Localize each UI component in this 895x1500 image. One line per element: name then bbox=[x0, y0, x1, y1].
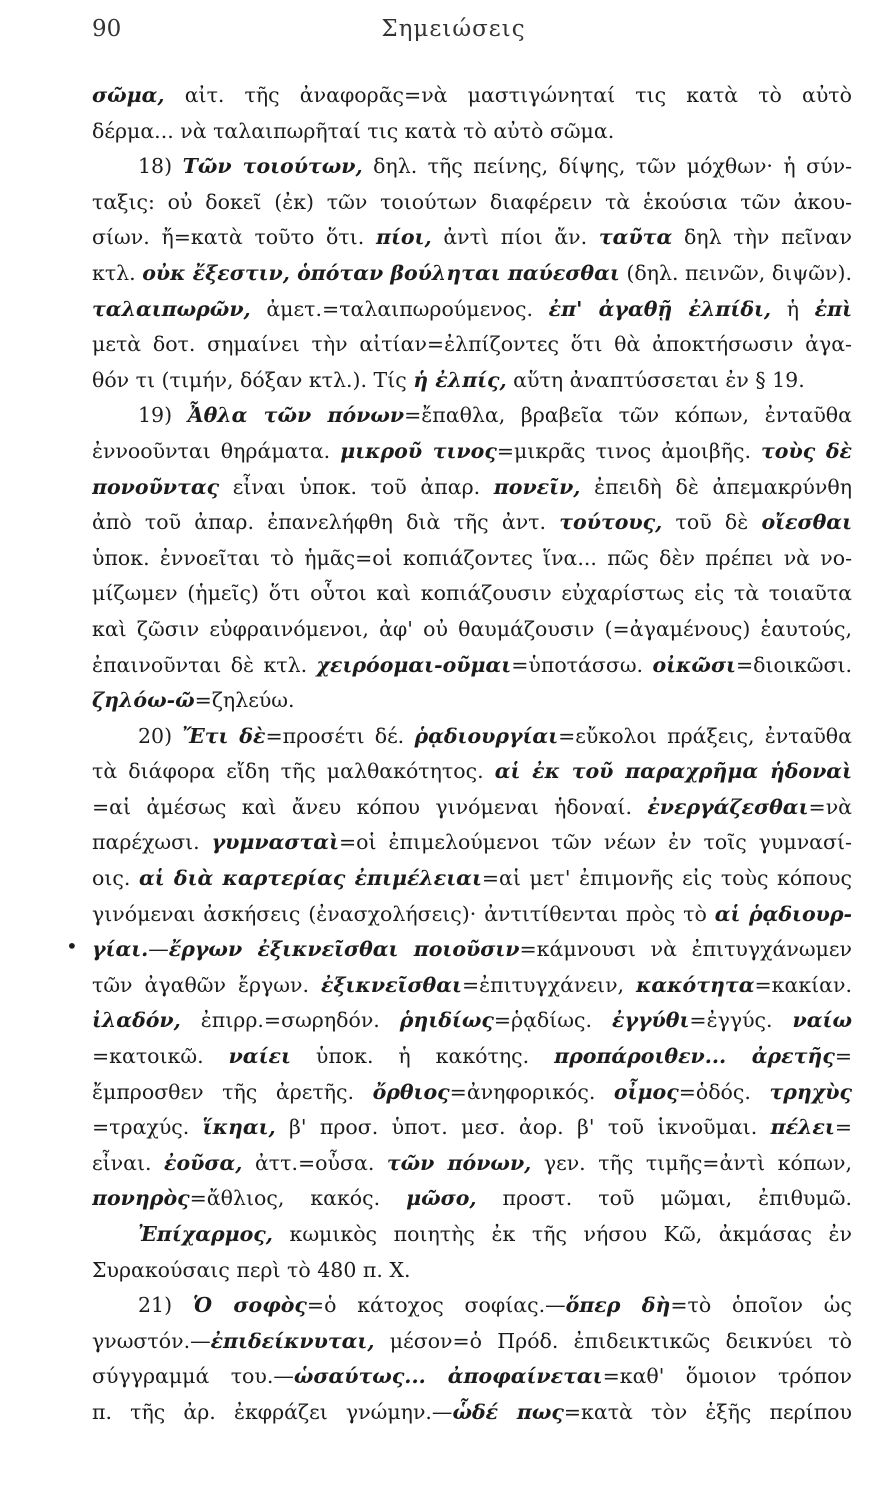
lemma-term: πονηρὸς bbox=[92, 1186, 190, 1211]
gloss-text: =κακίαν. bbox=[754, 972, 852, 997]
gloss-text: κτλ. bbox=[92, 260, 143, 285]
gloss-text: ὑποκ. ἐννοεῖται τὸ ἡμᾶς=οἱ κοπιάζοντες ἵνα... πῶς δὲν πρέπει νὰ νο- bbox=[92, 545, 852, 570]
gloss-text: παρέχωσι. bbox=[92, 830, 212, 855]
running-title: Σημειώσεις bbox=[381, 16, 526, 42]
lemma-term: τῶν πόνων, bbox=[386, 1150, 532, 1175]
lemma-term: ἵκηαι, bbox=[202, 1115, 276, 1140]
page-number: 90 bbox=[92, 16, 122, 42]
gloss-text: ἀμετ.=ταλαιπωρούμενος. bbox=[250, 296, 549, 321]
lemma-term: οἶμος bbox=[613, 1079, 679, 1104]
text-line bbox=[92, 1110, 852, 1146]
text-line bbox=[92, 719, 852, 755]
lemma-term: μῶσο, bbox=[406, 1186, 477, 1211]
lemma-term: γυμνασταὶ bbox=[211, 830, 339, 855]
lemma-term: ἰλαδόν, bbox=[92, 1008, 181, 1033]
text-line bbox=[92, 1075, 852, 1111]
text-line bbox=[92, 825, 852, 861]
gloss-text: ταξις: οὐ δοκεῖ (ἐκ) τῶν τοιούτων διαφέρειν τὰ ἑκούσια τῶν ἀκου- bbox=[92, 189, 852, 214]
gloss-text: ἐννοοῦνται θηράματα. bbox=[92, 438, 341, 463]
lemma-term: σῶμα, bbox=[92, 83, 165, 107]
gloss-text: — bbox=[148, 937, 169, 962]
gloss-text: =κάμνουσι νὰ ἐπιτυγχάνωμεν bbox=[519, 937, 852, 962]
lemma-term: ταῦτα bbox=[598, 225, 673, 250]
lemma-term: ἐπ' ἀγαθῇ ἐλπίδι, bbox=[548, 296, 772, 321]
lemma-term: χειρόομαι-οῦμαι bbox=[316, 652, 512, 677]
lemma-term: γίαι. bbox=[92, 937, 149, 962]
lemma-term: προπάροιθεν... ἀρετῆς bbox=[554, 1044, 835, 1069]
text-line bbox=[92, 1039, 852, 1075]
gloss-text: μίζωμεν (ἡμεῖς) ὅτι οὗτοι καὶ κοπιάζουσιν εὐχαρίστως εἰς τὰ τοιαῦτα bbox=[92, 581, 852, 606]
gloss-text: γεν. τῆς τιμῆς=ἀντὶ κόπων, bbox=[531, 1150, 852, 1175]
text-line bbox=[92, 1181, 852, 1217]
lemma-term: πονοῦντας bbox=[92, 474, 220, 499]
gloss-text: ἐπειδὴ δὲ ἀπεμακρύνθη bbox=[580, 474, 852, 499]
margin-dot: • bbox=[66, 934, 78, 958]
text-line bbox=[92, 256, 852, 292]
gloss-text: =ἄθλιος, κακός. bbox=[189, 1186, 407, 1211]
gloss-text: =εὔκολοι πράξεις, ἐνταῦθα bbox=[558, 723, 852, 748]
gloss-text: β' προσ. ὑποτ. μεσ. ἀορ. β' τοῦ ἱκνοῦμαι. bbox=[275, 1115, 771, 1140]
text-line bbox=[92, 470, 852, 506]
gloss-text: ἀντὶ πίοι ἄν. bbox=[431, 225, 599, 250]
text-line bbox=[92, 78, 852, 114]
gloss-text: =καθ' ὅμοιον τρόπον bbox=[602, 1364, 852, 1389]
text-line bbox=[92, 968, 852, 1004]
text-line bbox=[92, 932, 852, 968]
gloss-text: καὶ ζῶσιν εὐφραινόμενοι, ἀφ' οὐ θαυμάζουσιν (=ἀγαμένους) ἑαυτούς, bbox=[92, 616, 852, 641]
gloss-text: ἐπαινοῦνται δὲ κτλ. bbox=[92, 652, 317, 677]
lemma-term: Ἔτι δὲ bbox=[182, 723, 266, 748]
gloss-text: 21) bbox=[138, 1293, 193, 1318]
gloss-text: γνωστόν.— bbox=[92, 1328, 211, 1353]
lemma-term: τούτους, bbox=[559, 510, 663, 535]
gloss-text: τοῦ δὲ bbox=[662, 510, 762, 535]
lemma-term: ὧδέ πως bbox=[452, 1399, 564, 1424]
lemma-term: ῥᾳδιουργίαι bbox=[414, 723, 559, 748]
text-line bbox=[92, 292, 852, 328]
gloss-text: π. τῆς ἀρ. ἐκφράζει γνώμην.— bbox=[92, 1399, 453, 1424]
text-line bbox=[92, 612, 852, 648]
lemma-term: ὡσαύτως... ἀποφαίνεται bbox=[293, 1364, 603, 1389]
gloss-text: γινόμεναι ἀσκήσεις (ἐνασχολήσεις)· ἀντιτίθενται πρὸς τὸ bbox=[92, 901, 715, 926]
gloss-text: =αἱ μετ' ἐπιμονῆς εἰς τοὺς κόπους bbox=[481, 866, 852, 891]
gloss-text: σίων. ἤ=κατὰ τοῦτο ὅτι. bbox=[92, 225, 376, 250]
lemma-term: Ὁ σοφὸς bbox=[192, 1293, 307, 1318]
lemma-term: αἱ ἐκ τοῦ παραχρῆμα ἡδοναὶ bbox=[494, 759, 852, 784]
gloss-text: 18) bbox=[138, 154, 183, 179]
lemma-term: ὄρθιος bbox=[372, 1079, 450, 1104]
gloss-text: μετὰ δοτ. σημαίνει τὴν αἰτίαν=ἐλπίζοντες ὅτι θὰ ἀποκτήσωσιν ἀγα- bbox=[92, 332, 852, 357]
text-line bbox=[92, 790, 852, 826]
gloss-text: ἀττ.=οὖσα. bbox=[242, 1150, 387, 1175]
gloss-text: = bbox=[834, 1044, 852, 1069]
text-line bbox=[92, 398, 852, 434]
lemma-term: ταλαιπωρῶν, bbox=[92, 296, 251, 321]
lemma-term: πονεῖν, bbox=[493, 474, 581, 499]
gloss-text: θόν τι (τιμήν, δόξαν κτλ.). Τίς bbox=[92, 367, 414, 392]
lemma-term: Τῶν τοιούτων, bbox=[182, 154, 363, 179]
gloss-text: =ἀνηφορικός. bbox=[449, 1079, 614, 1104]
lemma-term: ναίει bbox=[228, 1044, 291, 1069]
text-line bbox=[92, 648, 852, 684]
text-line bbox=[92, 576, 852, 612]
text-line bbox=[92, 185, 852, 221]
lemma-term: αἱ ῥᾳδιουρ- bbox=[714, 901, 852, 926]
gloss-text: αἰτ. τῆς ἀναφορᾶς=νὰ μαστιγώνηταί τις κατὰ τὸ αὐτὸ bbox=[164, 83, 852, 107]
lemma-term: ἐοῦσα, bbox=[164, 1150, 243, 1175]
gloss-text: =νὰ bbox=[808, 794, 852, 819]
lemma-term: οἰκῶσι bbox=[652, 652, 736, 677]
gloss-text: =κατὰ τὸν ἑξῆς περίπου bbox=[563, 1399, 852, 1424]
text-line bbox=[92, 861, 852, 897]
lemma-term: οὐκ ἔξεστιν, ὁπόταν βούληται παύεσθαι bbox=[142, 260, 620, 285]
gloss-text: προστ. τοῦ μῶμαι, ἐπιθυμῶ. bbox=[476, 1186, 852, 1211]
gloss-text: =διοικῶσι. bbox=[735, 652, 852, 677]
lemma-term: ἐπὶ bbox=[814, 296, 852, 321]
lemma-term: αἱ διὰ καρτερίας ἐπιμέλειαι bbox=[138, 866, 482, 891]
gloss-text: μέσον=ὁ Πρόδ. ἐπιδεικτικῶς δεικνύει τὸ bbox=[374, 1328, 852, 1353]
gloss-text: εἶναι ὑποκ. τοῦ ἀπαρ. bbox=[219, 474, 494, 499]
text-line bbox=[92, 363, 852, 399]
text-line bbox=[92, 327, 852, 363]
lemma-term: Ἆθλα τῶν πόνων bbox=[187, 403, 405, 428]
gloss-text: =ἐπιτυγχάνειν, bbox=[461, 972, 637, 997]
text-line bbox=[92, 1359, 852, 1395]
text-line bbox=[92, 1003, 852, 1039]
text-line bbox=[92, 1324, 852, 1360]
text-line bbox=[92, 1395, 852, 1431]
text-line bbox=[92, 220, 852, 256]
text-line bbox=[92, 1146, 852, 1182]
text-line bbox=[92, 754, 852, 790]
gloss-text: δηλ. τῆς πείνης, δίψης, τῶν μόχθων· ἡ σύν- bbox=[362, 154, 852, 179]
text-line bbox=[92, 149, 852, 185]
page-header bbox=[92, 16, 815, 52]
lemma-term: πέλει bbox=[770, 1115, 835, 1140]
gloss-text: =ζηλεύω. bbox=[194, 688, 295, 713]
gloss-text: =προσέτι δέ. bbox=[265, 723, 415, 748]
gloss-text: =ὁδός. bbox=[678, 1079, 770, 1104]
lemma-term: ναίω bbox=[792, 1008, 852, 1033]
gloss-text: δέρμα... νὰ ταλαιπωρῆταί τις κατὰ τὸ αὐτὸ σῶμα. bbox=[92, 118, 615, 143]
lemma-term: μικροῦ τινος bbox=[340, 438, 497, 463]
gloss-text: ἐπιρρ.=σωρηδόν. bbox=[180, 1008, 400, 1033]
text-line bbox=[92, 505, 852, 541]
lemma-term: τρηχὺς bbox=[769, 1079, 852, 1104]
gloss-text: τὰ διάφορα εἴδη τῆς μαλθακότητος. bbox=[92, 759, 495, 784]
gloss-text: 19) bbox=[138, 403, 188, 428]
gloss-text: κωμικὸς ποιητὴς ἐκ τῆς νήσου Κῶ, ἀκμάσας ἐν bbox=[272, 1222, 852, 1246]
gloss-text: ἡ bbox=[771, 296, 815, 321]
text-line bbox=[92, 434, 852, 470]
lemma-term: τοὺς δὲ bbox=[761, 438, 852, 463]
text-line bbox=[92, 1217, 852, 1253]
lemma-term: ζηλόω-ῶ bbox=[92, 688, 195, 713]
lemma-term: ἔργων ἐξικνεῖσθαι ποιοῦσιν bbox=[168, 937, 520, 962]
gloss-text: ἔμπροσθεν τῆς ἀρετῆς. bbox=[92, 1079, 373, 1104]
lemma-term: ἐγγύθι bbox=[612, 1008, 690, 1033]
text-line bbox=[92, 897, 852, 933]
gloss-text: =ῥᾳδίως. bbox=[493, 1008, 613, 1033]
lemma-term: ῥηιδίως bbox=[399, 1008, 494, 1033]
gloss-text: =ὁ κάτοχος σοφίας.— bbox=[306, 1293, 566, 1318]
lemma-term: ἐνεργάζεσθαι bbox=[647, 794, 809, 819]
gloss-text: αὕτη ἀναπτύσσεται ἐν § 19. bbox=[506, 367, 805, 392]
lemma-term: ἡ ἐλπίς, bbox=[413, 367, 507, 392]
gloss-text: Συρακούσαις περὶ τὸ 480 π. Χ. bbox=[92, 1257, 411, 1282]
gloss-text: ἀπὸ τοῦ ἀπαρ. ἐπανελήφθη διὰ τῆς ἀντ. bbox=[92, 510, 560, 535]
gloss-text: =ὑποτάσσω. bbox=[511, 652, 653, 677]
gloss-text: οις. bbox=[92, 866, 139, 891]
notes-text bbox=[92, 78, 852, 1431]
gloss-text: ὑποκ. ἡ κακότης. bbox=[290, 1044, 555, 1069]
lemma-term: ὅπερ δὴ bbox=[565, 1293, 671, 1318]
lemma-term: ἐξικνεῖσθαι bbox=[320, 972, 462, 997]
gloss-text: =μικρᾶς τινος ἀμοιβῆς. bbox=[496, 438, 762, 463]
lemma-term: Ἐπίχαρμος, bbox=[138, 1222, 273, 1246]
gloss-text: =οἱ ἐπιμελούμενοι τῶν νέων ἐν τοῖς γυμνασί- bbox=[339, 830, 852, 855]
text-line bbox=[92, 541, 852, 577]
gloss-text: τῶν ἀγαθῶν ἔργων. bbox=[92, 972, 321, 997]
gloss-text: =τραχύς. bbox=[92, 1115, 203, 1140]
gloss-text: σύγγραμμά του.— bbox=[92, 1364, 294, 1389]
gloss-text: = bbox=[834, 1115, 852, 1140]
lemma-term: ἐπιδείκνυται, bbox=[210, 1328, 375, 1353]
lemma-term: κακότητα bbox=[636, 972, 755, 997]
gloss-text: δηλ τὴν πεῖναν bbox=[672, 225, 852, 250]
gloss-text: =αἱ ἀμέσως καὶ ἄνευ κόπου γινόμεναι ἡδοναί. bbox=[92, 794, 648, 819]
lemma-term: πίοι, bbox=[375, 225, 432, 250]
gloss-text: 20) bbox=[138, 723, 183, 748]
gloss-text: =τὸ ὁποῖον ὡς bbox=[670, 1293, 852, 1318]
gloss-text: (δηλ. πεινῶν, διψῶν). bbox=[619, 260, 852, 285]
text-line bbox=[92, 114, 852, 150]
gloss-text: =ἐγγύς. bbox=[689, 1008, 793, 1033]
text-line bbox=[92, 1288, 852, 1324]
gloss-text: =ἔπαθλα, βραβεῖα τῶν κόπων, ἐνταῦθα bbox=[404, 403, 852, 428]
gloss-text: εἶναι. bbox=[92, 1150, 165, 1175]
lemma-term: οἴεσθαι bbox=[761, 510, 852, 535]
text-line bbox=[92, 683, 852, 719]
gloss-text: =κατοικῶ. bbox=[92, 1044, 229, 1069]
text-line bbox=[92, 1253, 852, 1289]
